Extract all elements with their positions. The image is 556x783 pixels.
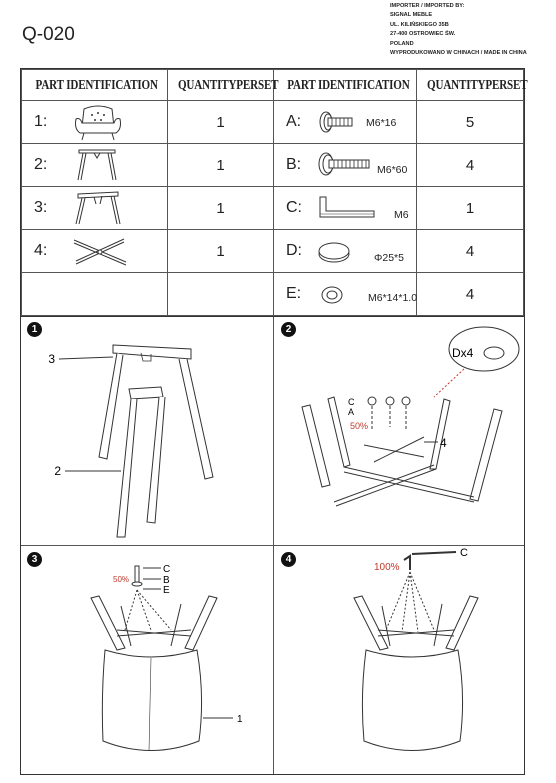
header-part-identification: PART IDENTIFICATION [286,70,403,101]
step-number: 3 [27,552,42,567]
importer-line: IMPORTER / IMPORTED BY: [390,3,465,9]
table-row [22,187,524,230]
step-number: 2 [281,322,296,337]
importer-line: SIGNAL MEBLE [390,12,433,19]
label-a: A [348,407,355,417]
front-legs-icon [74,190,122,226]
header-part-identification: PART IDENTIFICATION [35,70,155,101]
step-4-diagram [274,546,526,776]
label-part-1: 1 [237,714,243,725]
label-pads: Dx4 [452,346,474,360]
label-part-4: 4 [440,436,447,450]
long-bolt-icon [318,152,372,176]
quantity-cell: 5 [417,101,524,144]
quantity-cell: 4 [417,273,524,316]
empty-cell [22,273,168,316]
part-number: D: [286,242,302,259]
rear-legs-icon [77,148,117,182]
quantity-cell: 1 [168,144,274,187]
importer-line: WYPRODUKOWANO W CHINACH / MADE IN CHINA [390,50,527,57]
header-quantity: QUANTITYPERSET [177,70,264,101]
cross-brace-icon [72,236,128,266]
quantity-cell: 1 [168,187,274,230]
table-row [22,273,524,316]
label-b: B [163,575,170,586]
part-spec: M6*16 [366,117,397,129]
part-number: 3: [34,199,48,216]
parts-table-frame [20,68,525,317]
step-number: 4 [281,552,296,567]
quantity-cell: 4 [417,230,524,273]
quantity-cell: 1 [168,230,274,273]
part-number: B: [286,156,302,173]
part-number: A: [286,113,302,130]
washer-icon [320,285,344,305]
importer-line: UL. KILIŃSKIEGO 35B [390,21,449,28]
label-e: E [163,585,170,596]
label-part-2: 2 [54,464,61,478]
part-spec: M6*14*1.0 [368,292,418,304]
label-c: C [460,547,468,559]
allen-key-icon [318,195,376,221]
part-spec: Φ25*5 [374,252,404,264]
part-number: 4: [34,242,48,259]
part-number: 1: [34,113,48,130]
importer-line: POLAND [390,40,414,47]
importer-line: 27-400 OSTROWIEC ŚW. [390,31,456,38]
quantity-cell: 1 [417,187,524,230]
part-number: 2: [34,156,48,173]
table-row [22,101,524,144]
label-percent: 50% [113,575,130,584]
assembly-steps [20,316,525,775]
quantity-cell: 4 [417,144,524,187]
part-spec: M6 [394,209,409,221]
label-part-3: 3 [48,352,55,366]
importer-info [390,2,554,58]
step-3-diagram [21,546,273,776]
label-percent: 50% [350,421,369,431]
step-number: 1 [27,322,42,337]
header-quantity: QUANTITYPERSET [426,70,514,101]
part-spec: M6*60 [377,164,408,176]
short-bolt-icon [318,111,358,133]
table-row [22,230,524,273]
parts-table [21,69,527,316]
part-number: E: [286,285,302,302]
model-number: Q-020 [22,24,75,45]
quantity-cell: 1 [168,101,274,144]
label-percent: 100% [374,562,400,573]
glide-pad-icon [318,240,352,264]
label-c: C [163,564,171,575]
quantity-cell [168,273,274,316]
label-c: C [348,397,355,407]
armchair-icon [72,105,124,141]
table-row [22,144,524,187]
step-2-diagram [274,317,526,545]
step-1-diagram [21,317,273,545]
part-number: C: [286,199,302,216]
